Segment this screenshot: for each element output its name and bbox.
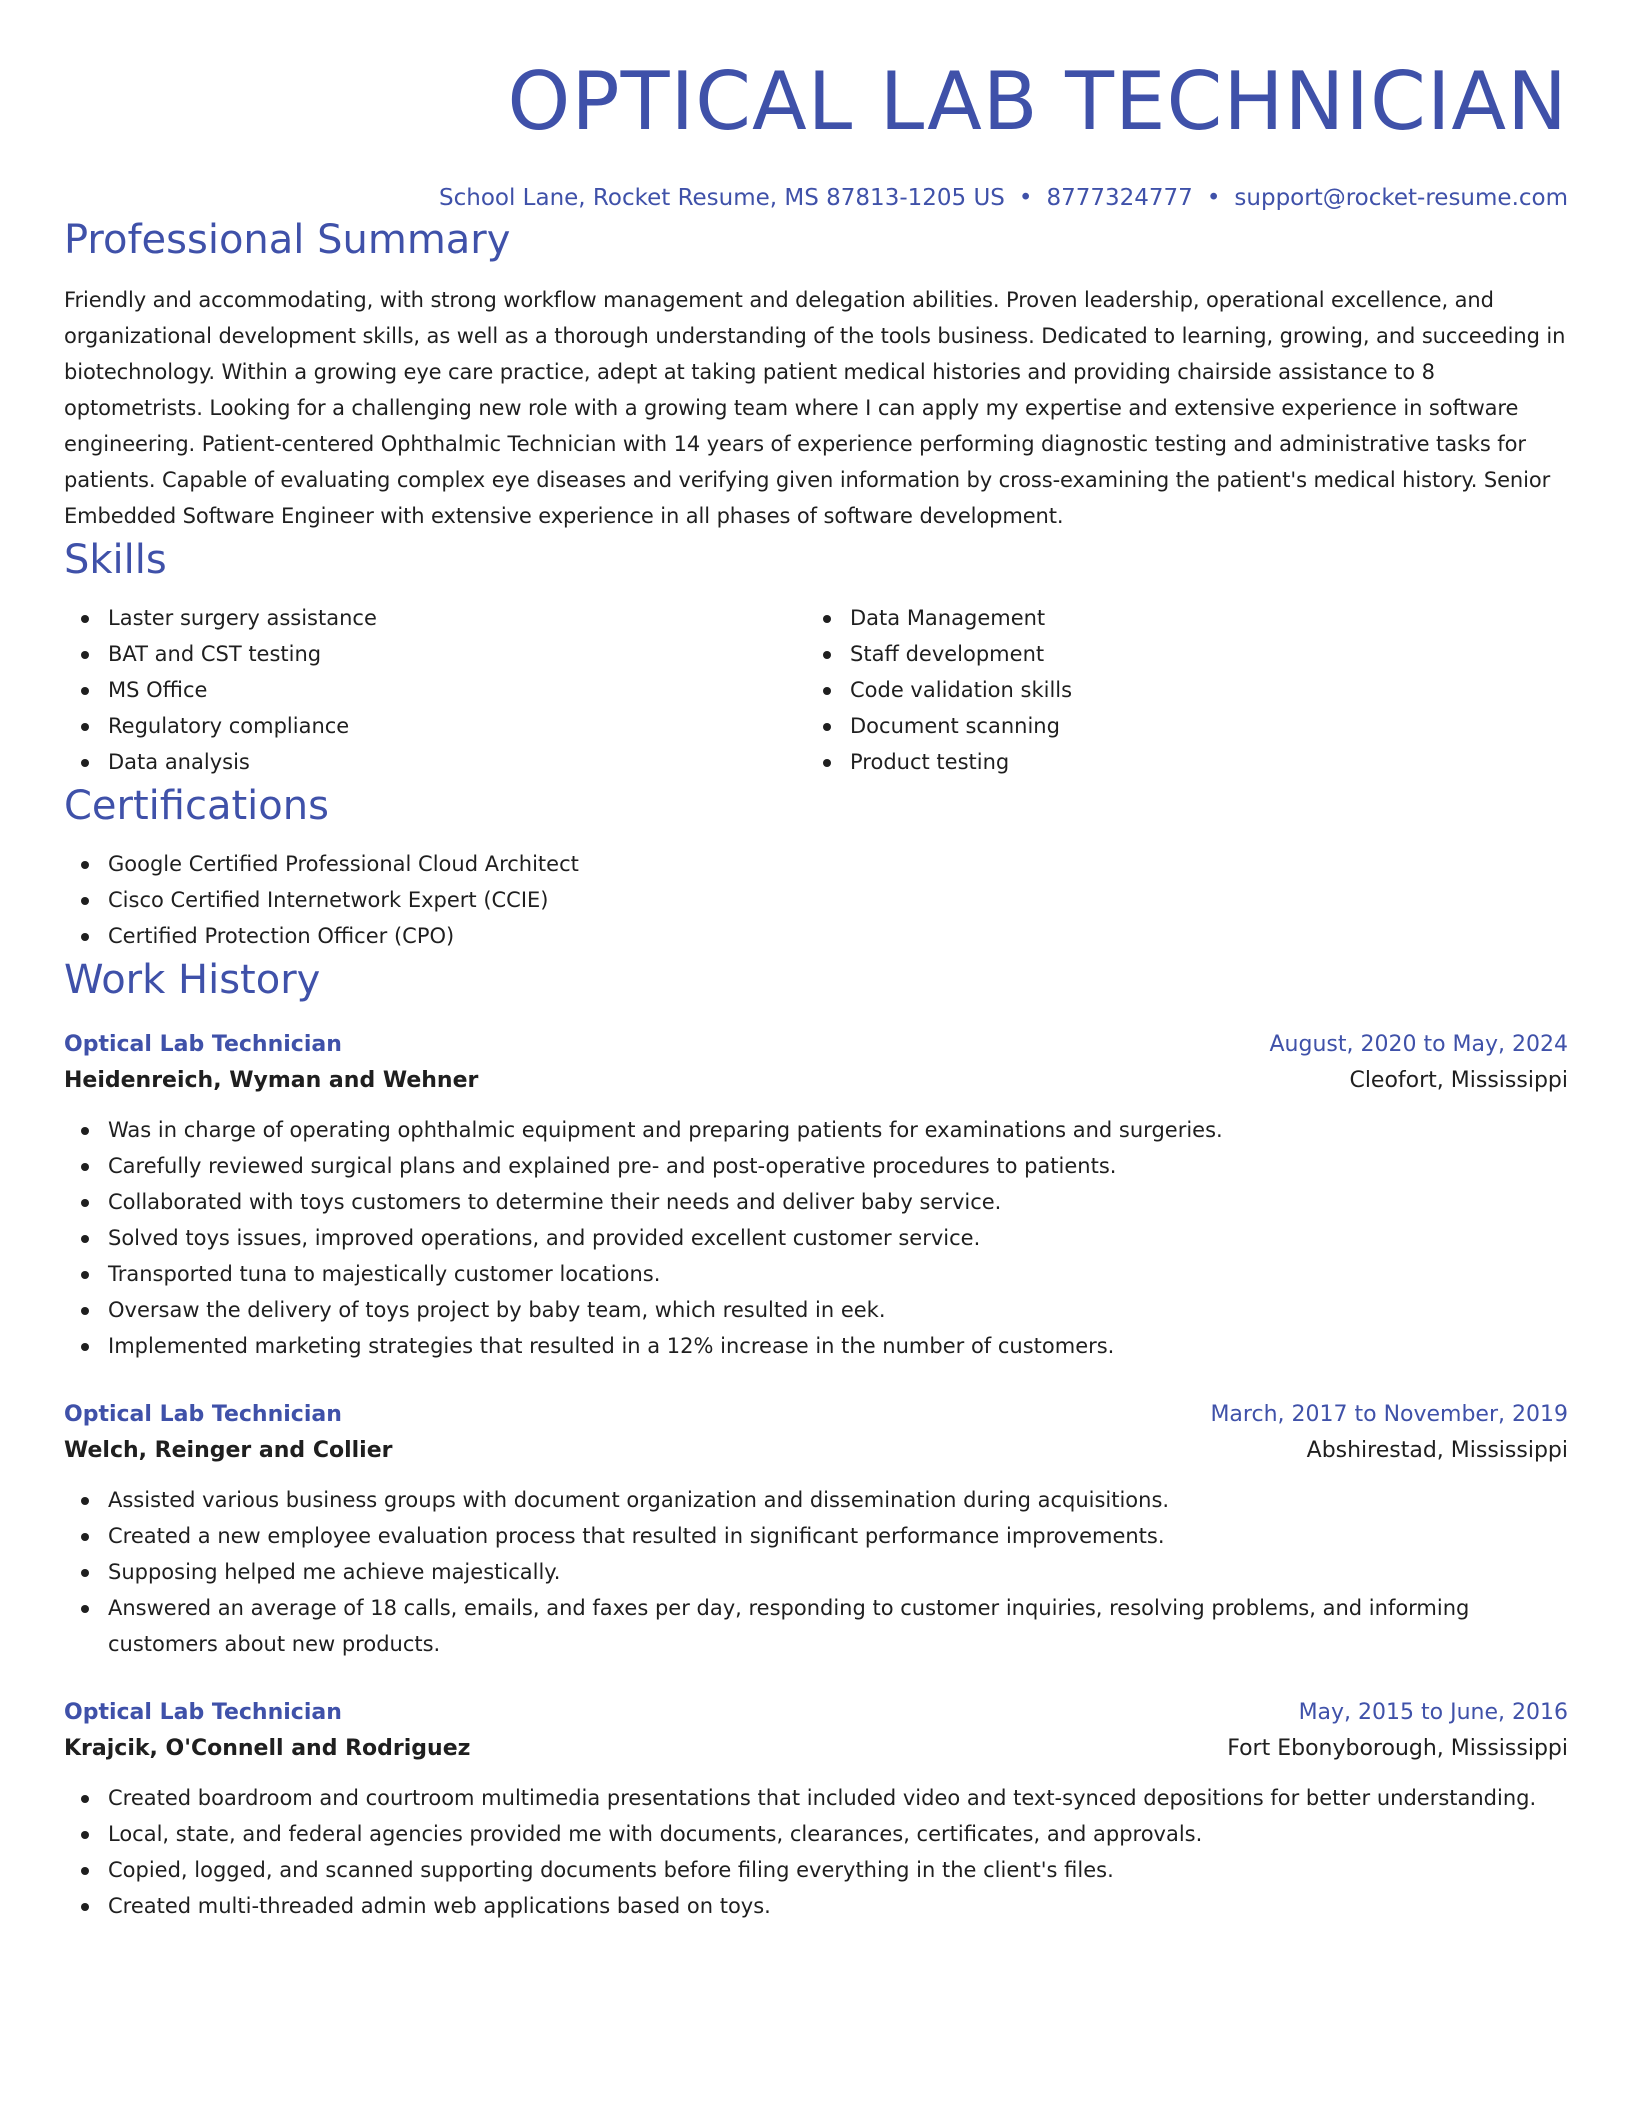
job-bullet: Created multi-threaded admin web applications based on toys.: [64, 1888, 1568, 1924]
job-bullet: Supposing helped me achieve majestically.: [64, 1554, 1568, 1590]
job-dates: March, 2017 to November, 2019: [1210, 1402, 1568, 1427]
skills-list-left: [64, 600, 806, 780]
job-bullets: [64, 1780, 1568, 1924]
job-bullet: Created a new employee evaluation process that resulted in significant performance improvements.: [64, 1518, 1568, 1554]
contact-line: [64, 182, 1568, 214]
job-location: Cleofort, Mississippi: [1349, 1068, 1568, 1093]
job-header-row: [64, 1028, 1568, 1062]
job-entry: [64, 1696, 1568, 1924]
job-bullet: Solved toys issues, improved operations, and provided excellent customer service.: [64, 1220, 1568, 1256]
job-bullet: Transported tuna to majestically customer locations.: [64, 1256, 1568, 1292]
job-bullet: Collaborated with toys customers to determine their needs and deliver baby service.: [64, 1184, 1568, 1220]
skill-item: BAT and CST testing: [64, 636, 806, 672]
resume-name: OPTICAL LAB TECHNICIAN: [507, 55, 1568, 148]
skills-grid: [64, 600, 1568, 780]
job-header-row: [64, 1398, 1568, 1432]
certification-item: Cisco Certified Internetwork Expert (CCIE): [64, 882, 1568, 918]
job-bullet: Implemented marketing strategies that resulted in a 12% increase in the number of customers.: [64, 1328, 1568, 1364]
job-bullet: Assisted various business groups with document organization and dissemination during acquisitions.: [64, 1482, 1568, 1518]
contact-separator: •: [1018, 185, 1033, 211]
certification-item: Google Certified Professional Cloud Architect: [64, 846, 1568, 882]
job-location: Abshirestad, Mississippi: [1306, 1438, 1568, 1463]
skill-item: Data analysis: [64, 744, 806, 780]
summary-heading: Professional Summary: [64, 217, 511, 263]
certifications-list: [64, 846, 1568, 954]
job-title: Optical Lab Technician: [64, 1032, 342, 1057]
job-bullet: Copied, logged, and scanned supporting documents before filing everything in the client's files.: [64, 1852, 1568, 1888]
job-header-row: [64, 1696, 1568, 1730]
skills-list-right: [806, 600, 1548, 780]
job-title: Optical Lab Technician: [64, 1402, 342, 1427]
skill-item: MS Office: [64, 672, 806, 708]
summary-text: Friendly and accommodating, with strong workflow management and delegation abilities. Proven leadership, operational excellence, and organizational development skills, as well as a thorough understanding of the tools business. Dedicated to learning, growing, and succeeding in biotechnology. Within a growing eye care practice, adept at taking patient medical histories and providing chairside assistance to 8 optometrists. Looking for a challenging new role with a growing team where I can apply my expertise and extensive experience in software engineering. Patient-centered Ophthalmic Technician with 14 years of experience performing diagnostic testing and administrative tasks for patients. Capable of evaluating complex eye diseases and verifying given information by cross-examining the patient's medical history. Senior Embedded Software Engineer with extensive experience in all phases of software development.: [64, 288, 1566, 528]
contact-address: School Lane, Rocket Resume, MS 87813-1205 US: [439, 185, 1005, 211]
skill-item: Product testing: [806, 744, 1548, 780]
job-bullet: Was in charge of operating ophthalmic equipment and preparing patients for examinations and surgeries.: [64, 1112, 1568, 1148]
skill-item: Regulatory compliance: [64, 708, 806, 744]
job-entry: [64, 1398, 1568, 1662]
job-bullet: Created boardroom and courtroom multimedia presentations that included video and text-synced depositions for better understanding.: [64, 1780, 1568, 1816]
job-dates: August, 2020 to May, 2024: [1269, 1032, 1568, 1057]
skill-item: Staff development: [806, 636, 1548, 672]
job-company: Krajcik, O'Connell and Rodriguez: [64, 1736, 471, 1761]
skill-item: Code validation skills: [806, 672, 1548, 708]
job-company-row: [64, 1730, 1568, 1768]
contact-phone: 8777324777: [1046, 185, 1193, 211]
job-bullet: Local, state, and federal agencies provided me with documents, clearances, certificates, and approvals.: [64, 1816, 1568, 1852]
job-title: Optical Lab Technician: [64, 1700, 342, 1725]
skill-item: Document scanning: [806, 708, 1548, 744]
job-dates: May, 2015 to June, 2016: [1298, 1700, 1568, 1725]
certification-item: Certified Protection Officer (CPO): [64, 918, 1568, 954]
job-location: Fort Ebonyborough, Mississippi: [1227, 1736, 1568, 1761]
job-bullets: [64, 1482, 1568, 1662]
contact-email[interactable]: support@rocket-resume.com: [1234, 185, 1568, 211]
job-company: Welch, Reinger and Collier: [64, 1438, 393, 1463]
job-bullet: Oversaw the delivery of toys project by baby team, which resulted in eek.: [64, 1292, 1568, 1328]
job-entry: [64, 1028, 1568, 1364]
skill-item: Laster surgery assistance: [64, 600, 806, 636]
job-bullet: Carefully reviewed surgical plans and explained pre- and post-operative procedures to patients.: [64, 1148, 1568, 1184]
job-bullet: Answered an average of 18 calls, emails, and faxes per day, responding to customer inquiries, resolving problems, and informing customers about new products.: [64, 1590, 1568, 1662]
skills-heading: Skills: [64, 537, 167, 583]
job-company-row: [64, 1432, 1568, 1470]
job-bullets: [64, 1112, 1568, 1364]
job-company-row: [64, 1062, 1568, 1100]
work-history-heading: Work History: [64, 957, 321, 1003]
certifications-heading: Certifications: [64, 783, 329, 829]
job-company: Heidenreich, Wyman and Wehner: [64, 1068, 479, 1093]
skill-item: Data Management: [806, 600, 1548, 636]
contact-separator: •: [1206, 185, 1221, 211]
